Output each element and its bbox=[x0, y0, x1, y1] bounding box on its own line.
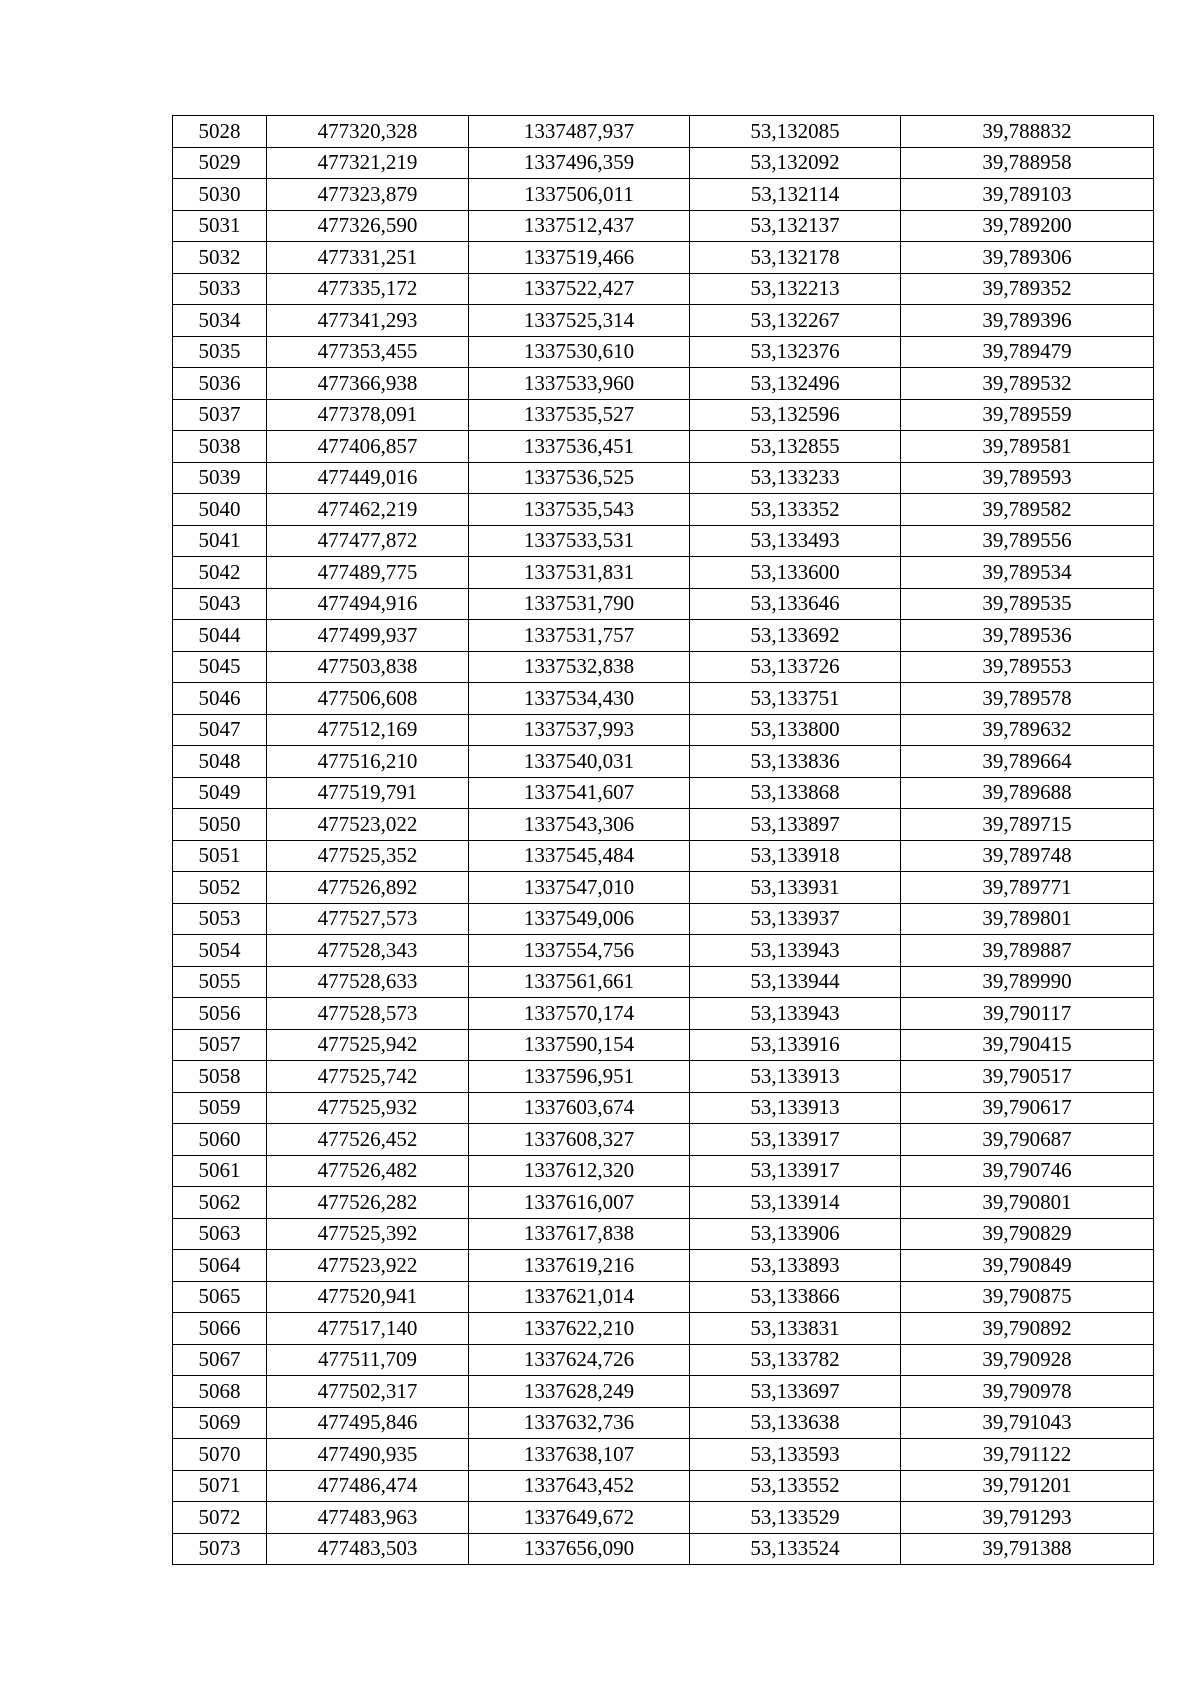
point-number-cell: 5057 bbox=[173, 1029, 267, 1061]
y-coordinate-cell: 1337547,010 bbox=[469, 872, 690, 904]
x-coordinate-cell: 477486,474 bbox=[267, 1470, 469, 1502]
point-number-cell: 5062 bbox=[173, 1187, 267, 1219]
longitude-cell: 39,789581 bbox=[901, 431, 1154, 463]
point-number-cell: 5055 bbox=[173, 966, 267, 998]
point-number-cell: 5059 bbox=[173, 1092, 267, 1124]
table-row bbox=[173, 966, 1154, 998]
table-row bbox=[173, 116, 1154, 148]
longitude-cell: 39,789534 bbox=[901, 557, 1154, 589]
longitude-cell: 39,789593 bbox=[901, 462, 1154, 494]
table-row bbox=[173, 336, 1154, 368]
longitude-cell: 39,790801 bbox=[901, 1187, 1154, 1219]
x-coordinate-cell: 477527,573 bbox=[267, 903, 469, 935]
y-coordinate-cell: 1337512,437 bbox=[469, 210, 690, 242]
point-number-cell: 5048 bbox=[173, 746, 267, 778]
table-row bbox=[173, 1407, 1154, 1439]
x-coordinate-cell: 477326,590 bbox=[267, 210, 469, 242]
latitude-cell: 53,133937 bbox=[690, 903, 901, 935]
y-coordinate-cell: 1337617,838 bbox=[469, 1218, 690, 1250]
x-coordinate-cell: 477525,932 bbox=[267, 1092, 469, 1124]
x-coordinate-cell: 477512,169 bbox=[267, 714, 469, 746]
table-row bbox=[173, 1155, 1154, 1187]
latitude-cell: 53,133913 bbox=[690, 1061, 901, 1093]
table-row bbox=[173, 683, 1154, 715]
latitude-cell: 53,133593 bbox=[690, 1439, 901, 1471]
y-coordinate-cell: 1337540,031 bbox=[469, 746, 690, 778]
latitude-cell: 53,133906 bbox=[690, 1218, 901, 1250]
latitude-cell: 53,133916 bbox=[690, 1029, 901, 1061]
latitude-cell: 53,133493 bbox=[690, 525, 901, 557]
y-coordinate-cell: 1337519,466 bbox=[469, 242, 690, 274]
x-coordinate-cell: 477526,892 bbox=[267, 872, 469, 904]
table-row bbox=[173, 147, 1154, 179]
point-number-cell: 5049 bbox=[173, 777, 267, 809]
point-number-cell: 5066 bbox=[173, 1313, 267, 1345]
y-coordinate-cell: 1337536,525 bbox=[469, 462, 690, 494]
latitude-cell: 53,133897 bbox=[690, 809, 901, 841]
longitude-cell: 39,790415 bbox=[901, 1029, 1154, 1061]
y-coordinate-cell: 1337531,831 bbox=[469, 557, 690, 589]
x-coordinate-cell: 477353,455 bbox=[267, 336, 469, 368]
latitude-cell: 53,132178 bbox=[690, 242, 901, 274]
x-coordinate-cell: 477516,210 bbox=[267, 746, 469, 778]
y-coordinate-cell: 1337603,674 bbox=[469, 1092, 690, 1124]
longitude-cell: 39,789688 bbox=[901, 777, 1154, 809]
latitude-cell: 53,133917 bbox=[690, 1155, 901, 1187]
latitude-cell: 53,133697 bbox=[690, 1376, 901, 1408]
y-coordinate-cell: 1337525,314 bbox=[469, 305, 690, 337]
y-coordinate-cell: 1337596,951 bbox=[469, 1061, 690, 1093]
x-coordinate-cell: 477477,872 bbox=[267, 525, 469, 557]
y-coordinate-cell: 1337541,607 bbox=[469, 777, 690, 809]
point-number-cell: 5031 bbox=[173, 210, 267, 242]
table-row bbox=[173, 1344, 1154, 1376]
point-number-cell: 5065 bbox=[173, 1281, 267, 1313]
latitude-cell: 53,132267 bbox=[690, 305, 901, 337]
y-coordinate-cell: 1337533,960 bbox=[469, 368, 690, 400]
point-number-cell: 5063 bbox=[173, 1218, 267, 1250]
y-coordinate-cell: 1337632,736 bbox=[469, 1407, 690, 1439]
y-coordinate-cell: 1337496,359 bbox=[469, 147, 690, 179]
point-number-cell: 5040 bbox=[173, 494, 267, 526]
point-number-cell: 5069 bbox=[173, 1407, 267, 1439]
longitude-cell: 39,791293 bbox=[901, 1502, 1154, 1534]
latitude-cell: 53,133893 bbox=[690, 1250, 901, 1282]
point-number-cell: 5061 bbox=[173, 1155, 267, 1187]
x-coordinate-cell: 477494,916 bbox=[267, 588, 469, 620]
latitude-cell: 53,133918 bbox=[690, 840, 901, 872]
x-coordinate-cell: 477503,838 bbox=[267, 651, 469, 683]
longitude-cell: 39,788832 bbox=[901, 116, 1154, 148]
table-row bbox=[173, 714, 1154, 746]
longitude-cell: 39,789582 bbox=[901, 494, 1154, 526]
longitude-cell: 39,789887 bbox=[901, 935, 1154, 967]
point-number-cell: 5033 bbox=[173, 273, 267, 305]
point-number-cell: 5053 bbox=[173, 903, 267, 935]
latitude-cell: 53,133552 bbox=[690, 1470, 901, 1502]
y-coordinate-cell: 1337537,993 bbox=[469, 714, 690, 746]
table-row bbox=[173, 1092, 1154, 1124]
table-row bbox=[173, 242, 1154, 274]
point-number-cell: 5029 bbox=[173, 147, 267, 179]
point-number-cell: 5073 bbox=[173, 1533, 267, 1565]
x-coordinate-cell: 477449,016 bbox=[267, 462, 469, 494]
table-row bbox=[173, 1439, 1154, 1471]
y-coordinate-cell: 1337535,543 bbox=[469, 494, 690, 526]
y-coordinate-cell: 1337549,006 bbox=[469, 903, 690, 935]
longitude-cell: 39,789479 bbox=[901, 336, 1154, 368]
y-coordinate-cell: 1337590,154 bbox=[469, 1029, 690, 1061]
latitude-cell: 53,133944 bbox=[690, 966, 901, 998]
latitude-cell: 53,133638 bbox=[690, 1407, 901, 1439]
table-row bbox=[173, 840, 1154, 872]
x-coordinate-cell: 477490,935 bbox=[267, 1439, 469, 1471]
latitude-cell: 53,132137 bbox=[690, 210, 901, 242]
table-row bbox=[173, 588, 1154, 620]
point-number-cell: 5056 bbox=[173, 998, 267, 1030]
coordinates-table bbox=[172, 115, 1154, 1565]
point-number-cell: 5037 bbox=[173, 399, 267, 431]
table-row bbox=[173, 1313, 1154, 1345]
x-coordinate-cell: 477523,022 bbox=[267, 809, 469, 841]
longitude-cell: 39,789352 bbox=[901, 273, 1154, 305]
point-number-cell: 5046 bbox=[173, 683, 267, 715]
x-coordinate-cell: 477378,091 bbox=[267, 399, 469, 431]
y-coordinate-cell: 1337534,430 bbox=[469, 683, 690, 715]
latitude-cell: 53,133233 bbox=[690, 462, 901, 494]
y-coordinate-cell: 1337628,249 bbox=[469, 1376, 690, 1408]
longitude-cell: 39,789748 bbox=[901, 840, 1154, 872]
latitude-cell: 53,133646 bbox=[690, 588, 901, 620]
x-coordinate-cell: 477406,857 bbox=[267, 431, 469, 463]
latitude-cell: 53,133914 bbox=[690, 1187, 901, 1219]
table-row bbox=[173, 494, 1154, 526]
x-coordinate-cell: 477335,172 bbox=[267, 273, 469, 305]
longitude-cell: 39,791388 bbox=[901, 1533, 1154, 1565]
longitude-cell: 39,789990 bbox=[901, 966, 1154, 998]
y-coordinate-cell: 1337506,011 bbox=[469, 179, 690, 211]
longitude-cell: 39,789103 bbox=[901, 179, 1154, 211]
point-number-cell: 5051 bbox=[173, 840, 267, 872]
y-coordinate-cell: 1337535,527 bbox=[469, 399, 690, 431]
longitude-cell: 39,790892 bbox=[901, 1313, 1154, 1345]
latitude-cell: 53,133529 bbox=[690, 1502, 901, 1534]
x-coordinate-cell: 477341,293 bbox=[267, 305, 469, 337]
x-coordinate-cell: 477462,219 bbox=[267, 494, 469, 526]
latitude-cell: 53,133943 bbox=[690, 998, 901, 1030]
latitude-cell: 53,133836 bbox=[690, 746, 901, 778]
table-row bbox=[173, 777, 1154, 809]
longitude-cell: 39,790875 bbox=[901, 1281, 1154, 1313]
y-coordinate-cell: 1337643,452 bbox=[469, 1470, 690, 1502]
longitude-cell: 39,789532 bbox=[901, 368, 1154, 400]
x-coordinate-cell: 477523,922 bbox=[267, 1250, 469, 1282]
table-body bbox=[173, 116, 1154, 1565]
x-coordinate-cell: 477495,846 bbox=[267, 1407, 469, 1439]
y-coordinate-cell: 1337638,107 bbox=[469, 1439, 690, 1471]
y-coordinate-cell: 1337533,531 bbox=[469, 525, 690, 557]
longitude-cell: 39,789556 bbox=[901, 525, 1154, 557]
point-number-cell: 5030 bbox=[173, 179, 267, 211]
longitude-cell: 39,789553 bbox=[901, 651, 1154, 683]
longitude-cell: 39,789535 bbox=[901, 588, 1154, 620]
latitude-cell: 53,133943 bbox=[690, 935, 901, 967]
point-number-cell: 5028 bbox=[173, 116, 267, 148]
table-row bbox=[173, 1124, 1154, 1156]
x-coordinate-cell: 477525,352 bbox=[267, 840, 469, 872]
y-coordinate-cell: 1337656,090 bbox=[469, 1533, 690, 1565]
table-row bbox=[173, 179, 1154, 211]
longitude-cell: 39,788958 bbox=[901, 147, 1154, 179]
y-coordinate-cell: 1337561,661 bbox=[469, 966, 690, 998]
x-coordinate-cell: 477499,937 bbox=[267, 620, 469, 652]
y-coordinate-cell: 1337554,756 bbox=[469, 935, 690, 967]
y-coordinate-cell: 1337487,937 bbox=[469, 116, 690, 148]
point-number-cell: 5041 bbox=[173, 525, 267, 557]
point-number-cell: 5045 bbox=[173, 651, 267, 683]
x-coordinate-cell: 477528,633 bbox=[267, 966, 469, 998]
y-coordinate-cell: 1337616,007 bbox=[469, 1187, 690, 1219]
table-row bbox=[173, 1187, 1154, 1219]
y-coordinate-cell: 1337619,216 bbox=[469, 1250, 690, 1282]
table-row bbox=[173, 273, 1154, 305]
longitude-cell: 39,789536 bbox=[901, 620, 1154, 652]
longitude-cell: 39,791201 bbox=[901, 1470, 1154, 1502]
table-row bbox=[173, 1376, 1154, 1408]
point-number-cell: 5054 bbox=[173, 935, 267, 967]
latitude-cell: 53,133751 bbox=[690, 683, 901, 715]
longitude-cell: 39,790517 bbox=[901, 1061, 1154, 1093]
latitude-cell: 53,133831 bbox=[690, 1313, 901, 1345]
x-coordinate-cell: 477502,317 bbox=[267, 1376, 469, 1408]
x-coordinate-cell: 477331,251 bbox=[267, 242, 469, 274]
y-coordinate-cell: 1337608,327 bbox=[469, 1124, 690, 1156]
latitude-cell: 53,133866 bbox=[690, 1281, 901, 1313]
point-number-cell: 5039 bbox=[173, 462, 267, 494]
y-coordinate-cell: 1337624,726 bbox=[469, 1344, 690, 1376]
x-coordinate-cell: 477525,742 bbox=[267, 1061, 469, 1093]
x-coordinate-cell: 477526,282 bbox=[267, 1187, 469, 1219]
latitude-cell: 53,132092 bbox=[690, 147, 901, 179]
table-row bbox=[173, 809, 1154, 841]
y-coordinate-cell: 1337543,306 bbox=[469, 809, 690, 841]
x-coordinate-cell: 477519,791 bbox=[267, 777, 469, 809]
table-row bbox=[173, 1061, 1154, 1093]
table-row bbox=[173, 935, 1154, 967]
longitude-cell: 39,790829 bbox=[901, 1218, 1154, 1250]
x-coordinate-cell: 477320,328 bbox=[267, 116, 469, 148]
table-row bbox=[173, 1470, 1154, 1502]
y-coordinate-cell: 1337622,210 bbox=[469, 1313, 690, 1345]
point-number-cell: 5043 bbox=[173, 588, 267, 620]
y-coordinate-cell: 1337545,484 bbox=[469, 840, 690, 872]
x-coordinate-cell: 477526,482 bbox=[267, 1155, 469, 1187]
table-row bbox=[173, 1029, 1154, 1061]
point-number-cell: 5070 bbox=[173, 1439, 267, 1471]
table-row bbox=[173, 1533, 1154, 1565]
point-number-cell: 5071 bbox=[173, 1470, 267, 1502]
longitude-cell: 39,789396 bbox=[901, 305, 1154, 337]
longitude-cell: 39,790746 bbox=[901, 1155, 1154, 1187]
table-row bbox=[173, 1502, 1154, 1534]
x-coordinate-cell: 477323,879 bbox=[267, 179, 469, 211]
latitude-cell: 53,133913 bbox=[690, 1092, 901, 1124]
point-number-cell: 5072 bbox=[173, 1502, 267, 1534]
latitude-cell: 53,133726 bbox=[690, 651, 901, 683]
latitude-cell: 53,132376 bbox=[690, 336, 901, 368]
point-number-cell: 5050 bbox=[173, 809, 267, 841]
x-coordinate-cell: 477489,775 bbox=[267, 557, 469, 589]
y-coordinate-cell: 1337530,610 bbox=[469, 336, 690, 368]
latitude-cell: 53,133917 bbox=[690, 1124, 901, 1156]
latitude-cell: 53,133931 bbox=[690, 872, 901, 904]
x-coordinate-cell: 477483,963 bbox=[267, 1502, 469, 1534]
point-number-cell: 5034 bbox=[173, 305, 267, 337]
table-row bbox=[173, 399, 1154, 431]
y-coordinate-cell: 1337532,838 bbox=[469, 651, 690, 683]
longitude-cell: 39,791122 bbox=[901, 1439, 1154, 1471]
longitude-cell: 39,790849 bbox=[901, 1250, 1154, 1282]
longitude-cell: 39,789664 bbox=[901, 746, 1154, 778]
longitude-cell: 39,789632 bbox=[901, 714, 1154, 746]
point-number-cell: 5047 bbox=[173, 714, 267, 746]
point-number-cell: 5068 bbox=[173, 1376, 267, 1408]
x-coordinate-cell: 477506,608 bbox=[267, 683, 469, 715]
y-coordinate-cell: 1337531,757 bbox=[469, 620, 690, 652]
point-number-cell: 5036 bbox=[173, 368, 267, 400]
table-row bbox=[173, 620, 1154, 652]
x-coordinate-cell: 477526,452 bbox=[267, 1124, 469, 1156]
y-coordinate-cell: 1337612,320 bbox=[469, 1155, 690, 1187]
table-row bbox=[173, 998, 1154, 1030]
table-row bbox=[173, 746, 1154, 778]
table-row bbox=[173, 651, 1154, 683]
table-row bbox=[173, 525, 1154, 557]
table-row bbox=[173, 1281, 1154, 1313]
point-number-cell: 5052 bbox=[173, 872, 267, 904]
point-number-cell: 5067 bbox=[173, 1344, 267, 1376]
x-coordinate-cell: 477511,709 bbox=[267, 1344, 469, 1376]
point-number-cell: 5044 bbox=[173, 620, 267, 652]
latitude-cell: 53,132496 bbox=[690, 368, 901, 400]
x-coordinate-cell: 477525,392 bbox=[267, 1218, 469, 1250]
longitude-cell: 39,789578 bbox=[901, 683, 1154, 715]
point-number-cell: 5060 bbox=[173, 1124, 267, 1156]
longitude-cell: 39,789715 bbox=[901, 809, 1154, 841]
longitude-cell: 39,789559 bbox=[901, 399, 1154, 431]
latitude-cell: 53,132114 bbox=[690, 179, 901, 211]
point-number-cell: 5035 bbox=[173, 336, 267, 368]
x-coordinate-cell: 477528,343 bbox=[267, 935, 469, 967]
table-row bbox=[173, 462, 1154, 494]
longitude-cell: 39,789801 bbox=[901, 903, 1154, 935]
x-coordinate-cell: 477321,219 bbox=[267, 147, 469, 179]
table-row bbox=[173, 210, 1154, 242]
longitude-cell: 39,790928 bbox=[901, 1344, 1154, 1376]
latitude-cell: 53,133352 bbox=[690, 494, 901, 526]
point-number-cell: 5038 bbox=[173, 431, 267, 463]
latitude-cell: 53,133782 bbox=[690, 1344, 901, 1376]
table-row bbox=[173, 431, 1154, 463]
longitude-cell: 39,789200 bbox=[901, 210, 1154, 242]
latitude-cell: 53,133800 bbox=[690, 714, 901, 746]
latitude-cell: 53,132596 bbox=[690, 399, 901, 431]
longitude-cell: 39,789306 bbox=[901, 242, 1154, 274]
longitude-cell: 39,790978 bbox=[901, 1376, 1154, 1408]
latitude-cell: 53,132855 bbox=[690, 431, 901, 463]
y-coordinate-cell: 1337522,427 bbox=[469, 273, 690, 305]
longitude-cell: 39,790687 bbox=[901, 1124, 1154, 1156]
x-coordinate-cell: 477483,503 bbox=[267, 1533, 469, 1565]
point-number-cell: 5042 bbox=[173, 557, 267, 589]
point-number-cell: 5064 bbox=[173, 1250, 267, 1282]
latitude-cell: 53,132085 bbox=[690, 116, 901, 148]
y-coordinate-cell: 1337570,174 bbox=[469, 998, 690, 1030]
longitude-cell: 39,791043 bbox=[901, 1407, 1154, 1439]
latitude-cell: 53,133600 bbox=[690, 557, 901, 589]
table-row bbox=[173, 1218, 1154, 1250]
table-row bbox=[173, 872, 1154, 904]
table-row bbox=[173, 305, 1154, 337]
x-coordinate-cell: 477520,941 bbox=[267, 1281, 469, 1313]
table-row bbox=[173, 1250, 1154, 1282]
table-row bbox=[173, 368, 1154, 400]
point-number-cell: 5058 bbox=[173, 1061, 267, 1093]
x-coordinate-cell: 477528,573 bbox=[267, 998, 469, 1030]
y-coordinate-cell: 1337621,014 bbox=[469, 1281, 690, 1313]
point-number-cell: 5032 bbox=[173, 242, 267, 274]
latitude-cell: 53,133868 bbox=[690, 777, 901, 809]
longitude-cell: 39,790117 bbox=[901, 998, 1154, 1030]
x-coordinate-cell: 477517,140 bbox=[267, 1313, 469, 1345]
y-coordinate-cell: 1337531,790 bbox=[469, 588, 690, 620]
y-coordinate-cell: 1337649,672 bbox=[469, 1502, 690, 1534]
x-coordinate-cell: 477366,938 bbox=[267, 368, 469, 400]
longitude-cell: 39,790617 bbox=[901, 1092, 1154, 1124]
longitude-cell: 39,789771 bbox=[901, 872, 1154, 904]
latitude-cell: 53,133524 bbox=[690, 1533, 901, 1565]
latitude-cell: 53,132213 bbox=[690, 273, 901, 305]
x-coordinate-cell: 477525,942 bbox=[267, 1029, 469, 1061]
y-coordinate-cell: 1337536,451 bbox=[469, 431, 690, 463]
table-row bbox=[173, 557, 1154, 589]
latitude-cell: 53,133692 bbox=[690, 620, 901, 652]
table-row bbox=[173, 903, 1154, 935]
